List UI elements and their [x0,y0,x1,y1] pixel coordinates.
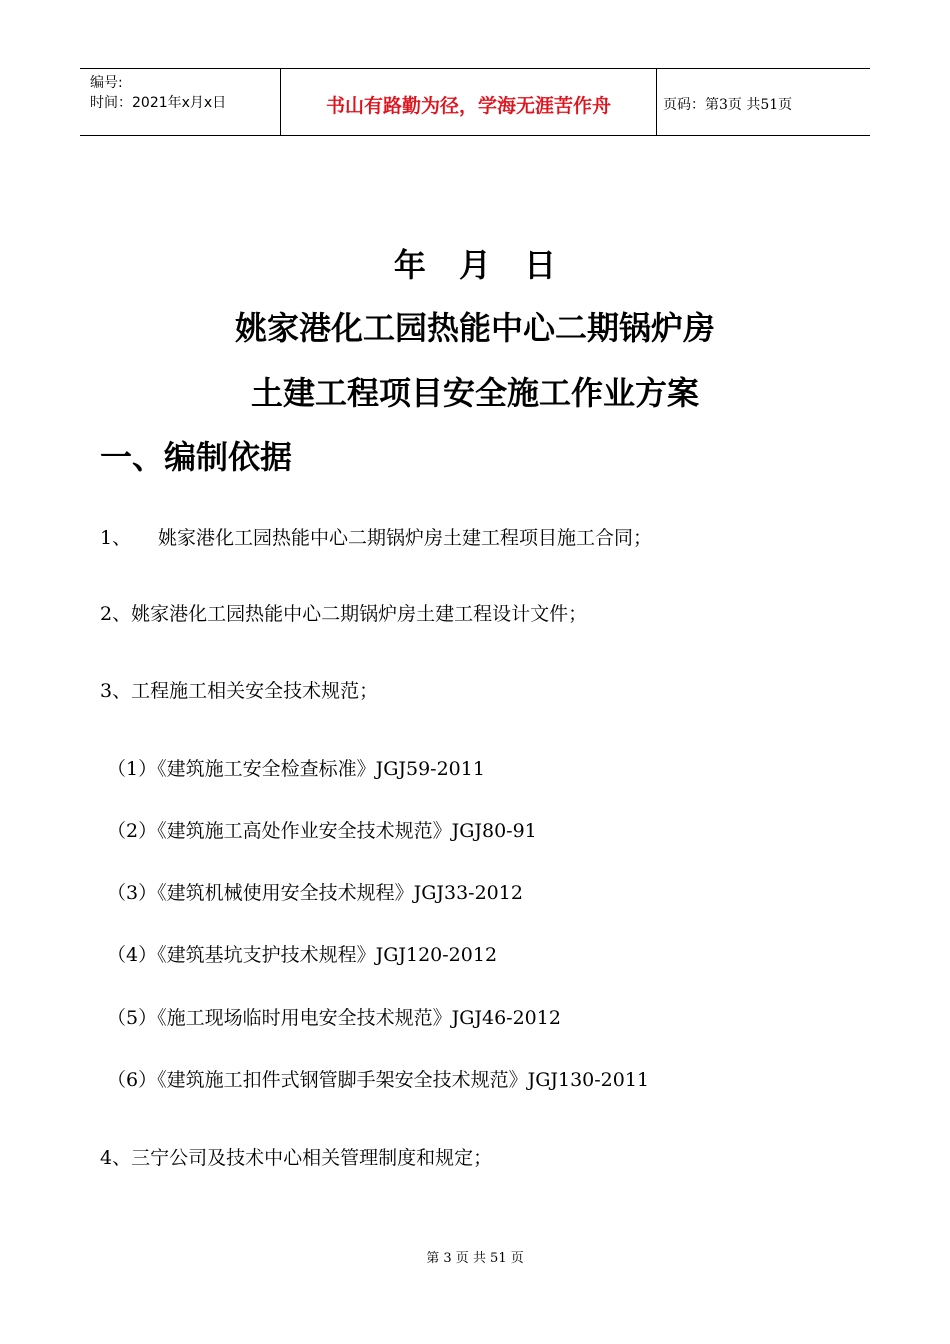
header-meta-cell [80,69,281,135]
header-page-label: 页码：第3页 共51页 [663,97,793,113]
standard-item: （1）《建筑施工安全检查标准》JGJ59-2011 [107,758,485,780]
standard-item: （5）《施工现场临时用电安全技术规范》JGJ46-2012 [107,1007,561,1029]
list-item [100,1143,492,1170]
standard-item: （6）《建筑施工扣件式钢管脚手架安全技术规范》JGJ130-2011 [107,1069,650,1091]
list-item-text: 姚家港化工园热能中心二期锅炉房土建工程设计文件； [131,603,588,625]
document-title-line1: 姚家港化工园热能中心二期锅炉房 [234,309,715,347]
list-item-text: 三宁公司及技术中心相关管理制度和规定； [131,1147,493,1169]
date-line: 年 月 日 [393,246,557,284]
list-item-text: 工程施工相关安全技术规范； [131,680,379,702]
section-heading: 一、编制依据 [100,438,293,476]
document-title-line2: 土建工程项目安全施工作业方案 [250,374,699,412]
standard-item: （2）《建筑施工高处作业安全技术规范》JGJ80-91 [107,820,537,842]
list-item-number: 3、 [100,680,132,702]
document-number-label: 编号: [90,75,123,91]
document-time-label: 时间：2021年x月x日 [90,95,227,111]
list-item-number: 1、 [100,527,132,549]
header-motto: 书山有路勤为径，学海无涯苦作舟 [281,69,657,135]
list-item [100,523,652,550]
list-item-number: 2、 [100,603,132,625]
page-footer: 第 3 页 共 51 页 [426,1251,524,1266]
list-item-number: 4、 [100,1147,132,1169]
list-item [100,599,587,626]
standard-item: （4）《建筑基坑支护技术规程》JGJ120-2012 [107,944,498,966]
standard-item: （3）《建筑机械使用安全技术规程》JGJ33-2012 [107,882,523,904]
page-header-table [80,68,870,136]
list-item [100,676,378,703]
list-item-text: 姚家港化工园热能中心二期锅炉房土建工程项目施工合同； [158,527,653,549]
